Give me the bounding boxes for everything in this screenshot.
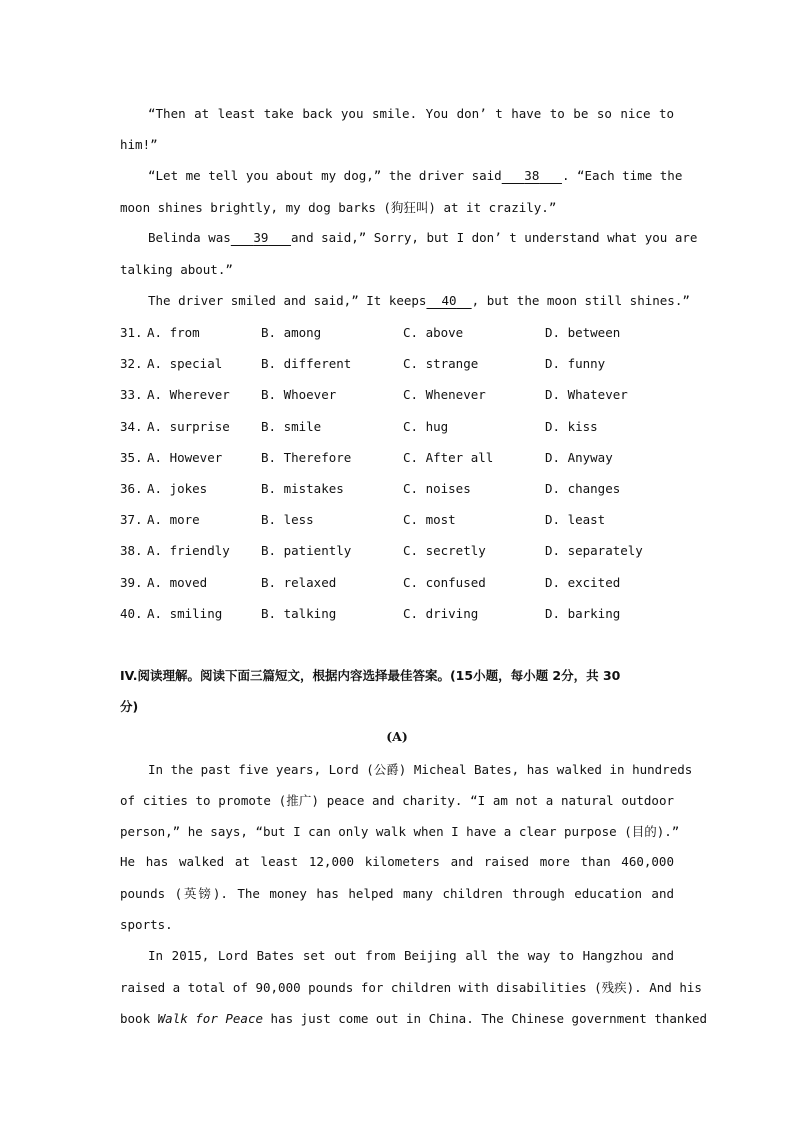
option-c: C. hug — [403, 418, 449, 434]
question-number: 33. — [120, 387, 143, 403]
blank-38 — [502, 168, 562, 183]
dialogue-text: moon shines brightly, my dog barks (狗狂叫) at it crazily.” — [120, 200, 557, 215]
dialogue-line — [120, 168, 683, 183]
question-number: 36. — [120, 481, 143, 496]
option-d: D. excited — [545, 574, 621, 590]
option-d: D. least — [545, 512, 606, 528]
passage-line — [120, 978, 702, 996]
question-number: 37. — [120, 512, 143, 528]
book-title: Walk for Peace — [157, 1011, 263, 1026]
option-b: B. Whoever — [261, 387, 337, 403]
passage-line — [120, 854, 674, 869]
dialogue-line — [120, 137, 674, 152]
option-c: C. noises — [403, 481, 471, 496]
option-row — [120, 356, 680, 374]
option-row — [120, 512, 680, 530]
option-c: C. most — [403, 512, 456, 528]
option-a: A. smiling — [147, 605, 223, 621]
passage-line — [120, 760, 693, 778]
option-row — [120, 575, 680, 593]
dialogue-text: The driver smiled and said,” It keeps — [148, 293, 427, 308]
passage-line — [120, 1011, 708, 1026]
passage-label: (A) — [386, 729, 408, 744]
dialogue-line — [120, 106, 674, 121]
option-b: B. mistakes — [261, 481, 344, 496]
passage-text: of cities to promote (推广) peace and charity. “I am not a natural outdoor — [120, 793, 674, 808]
option-d: D. between — [545, 325, 621, 340]
option-d: D. funny — [545, 356, 606, 372]
question-number: 31. — [120, 325, 143, 340]
option-row — [120, 543, 680, 561]
section-heading — [120, 666, 674, 715]
option-row — [120, 450, 680, 468]
option-d: D. kiss — [545, 418, 598, 434]
passage-text: pounds (英镑). The money has helped many children through education and — [120, 886, 674, 901]
option-c: C. above — [403, 325, 464, 340]
option-c: C. confused — [403, 574, 486, 590]
passage-text: He has walked at least 12,000 kilometers and raised more than 460,000 — [120, 854, 674, 869]
passage-text: raised a total of 90,000 pounds for children with disabilities (残疾). And his — [120, 980, 702, 995]
blank-number: 40 — [441, 293, 457, 308]
passage-line — [120, 917, 674, 932]
option-a: A. friendly — [147, 543, 230, 559]
question-number: 35. — [120, 449, 143, 465]
blank-40 — [426, 293, 471, 308]
dialogue-text: “Then at least take back you smile. You don’ t have to be so nice to — [148, 106, 674, 121]
dialogue-line — [120, 262, 674, 277]
dialogue-text: Belinda was — [148, 230, 231, 245]
dialogue-text: “Let me tell you about my dog,” the driver said — [148, 168, 502, 183]
passage-line — [120, 791, 674, 809]
option-b: B. different — [261, 356, 352, 372]
option-d: D. Whatever — [545, 387, 628, 403]
section-heading-line: 分) — [120, 699, 139, 714]
section-heading-line: IV.阅读理解。阅读下面三篇短文，根据内容选择最佳答案。(15小题，每小题 2分，共 30 — [120, 668, 621, 683]
passage-text: book — [120, 1011, 151, 1026]
blank-39 — [231, 230, 291, 245]
option-row — [120, 481, 680, 499]
dialogue-text: talking about.” — [120, 262, 233, 277]
option-b: B. talking — [261, 605, 337, 621]
option-a: A. special — [147, 356, 223, 372]
option-c: C. secretly — [403, 543, 486, 559]
dialogue-text: him!” — [120, 137, 158, 152]
option-c: C. driving — [403, 605, 479, 621]
passage-text: In 2015, Lord Bates set out from Beijing all the way to Hangzhou and — [148, 948, 674, 963]
option-row — [120, 387, 680, 405]
dialogue-line — [120, 293, 690, 308]
option-c: C. strange — [403, 356, 479, 372]
passage-line — [120, 822, 680, 840]
option-row — [120, 325, 680, 343]
question-number: 34. — [120, 418, 143, 434]
option-c: C. After all — [403, 449, 494, 465]
option-b: B. smile — [261, 418, 322, 434]
passage-text: In the past five years, Lord (公爵) Micheal Bates, has walked in hundreds — [148, 762, 693, 777]
option-a: A. moved — [147, 574, 208, 590]
blank-number: 39 — [253, 230, 269, 245]
option-a: A. jokes — [147, 481, 208, 496]
option-d: D. Anyway — [545, 449, 613, 465]
passage-line — [120, 948, 674, 963]
option-c: C. Whenever — [403, 387, 486, 403]
question-number: 32. — [120, 356, 143, 372]
blank-number: 38 — [524, 168, 540, 183]
option-a: A. Wherever — [147, 387, 230, 403]
option-b: B. among — [261, 325, 322, 340]
option-b: B. Therefore — [261, 449, 352, 465]
question-number: 40. — [120, 605, 143, 621]
dialogue-text: . “Each time the — [561, 168, 683, 183]
question-number: 39. — [120, 574, 143, 590]
option-a: A. surprise — [147, 418, 230, 434]
option-a: A. from — [147, 325, 200, 340]
passage-text: person,” he says, “but I can only walk when I have a clear purpose (目的).” — [120, 824, 680, 839]
option-d: D. changes — [545, 481, 621, 496]
passage-text: sports. — [120, 917, 173, 932]
option-b: B. less — [261, 512, 314, 528]
option-a: A. However — [147, 449, 223, 465]
dialogue-text: , but the moon still shines.” — [471, 293, 690, 308]
question-number: 38. — [120, 543, 143, 559]
option-a: A. more — [147, 512, 200, 528]
passage-line — [120, 884, 674, 902]
option-b: B. patiently — [261, 543, 352, 559]
passage-text: has just come out in China. The Chinese government thanked — [270, 1011, 708, 1026]
dialogue-line — [120, 230, 698, 245]
option-d: D. separately — [545, 543, 643, 559]
option-row — [120, 419, 680, 437]
dialogue-line — [120, 198, 674, 216]
option-row — [120, 606, 680, 624]
option-d: D. barking — [545, 605, 621, 621]
dialogue-text: and said,” Sorry, but I don’ t understand what you are — [291, 230, 698, 245]
option-b: B. relaxed — [261, 574, 337, 590]
